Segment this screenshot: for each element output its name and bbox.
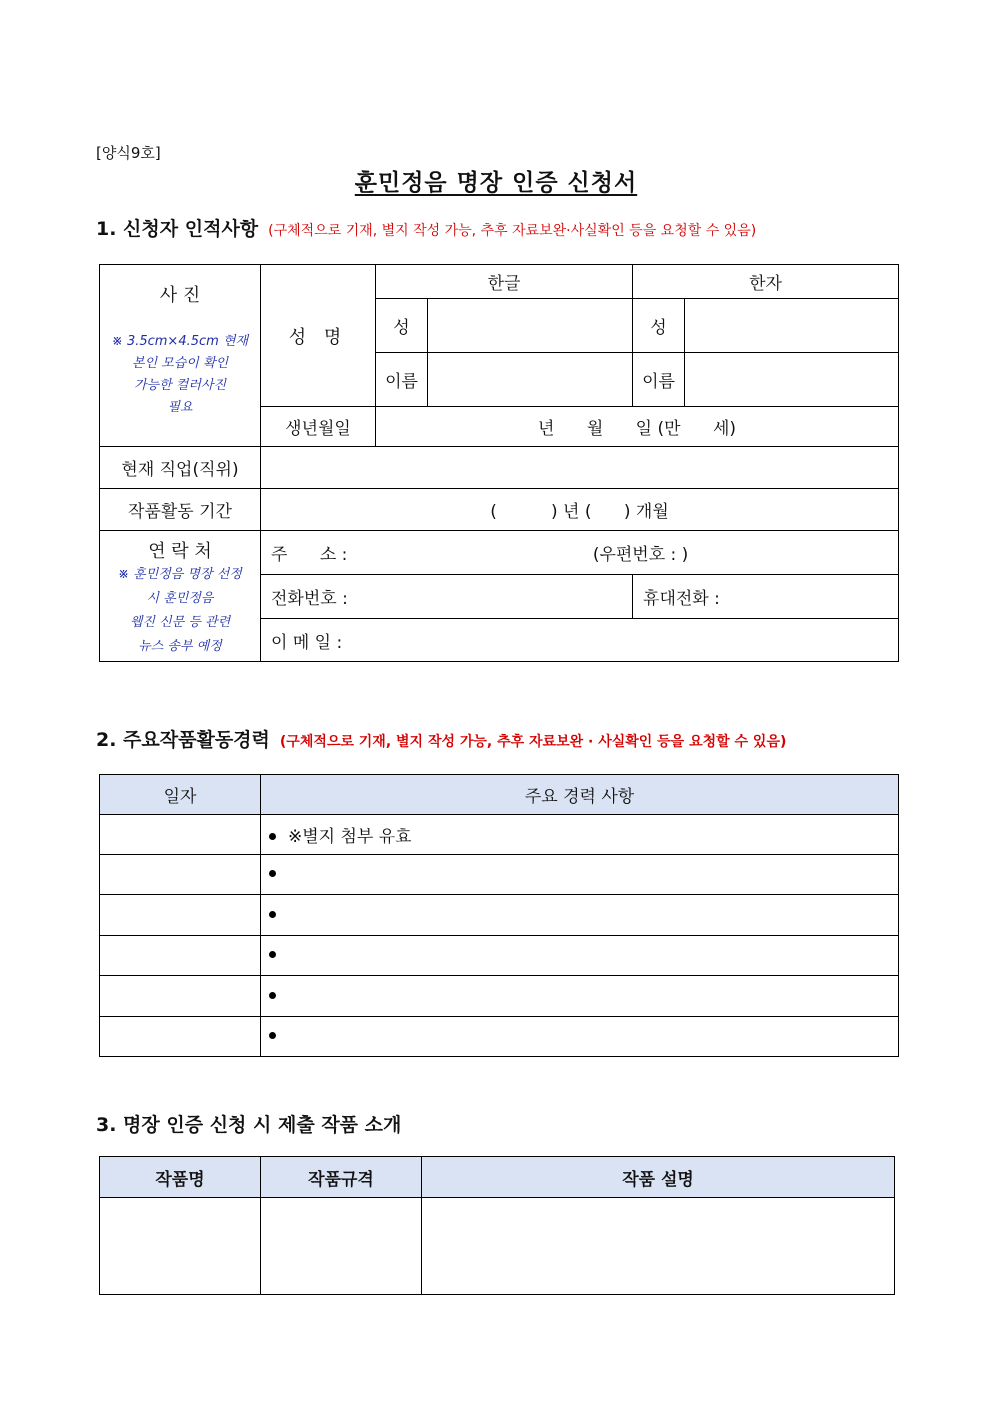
- career-text: ※별지 첨부 유효: [288, 827, 412, 847]
- career-date-cell[interactable]: [100, 976, 261, 1017]
- contact-note-line: 시 훈민정음: [146, 591, 214, 606]
- contact-cell: [100, 531, 261, 662]
- section2-title: 2. 주요작품활동경력: [96, 729, 270, 751]
- table-row: [100, 976, 899, 1017]
- hanja-given-name-label: 이름: [633, 353, 685, 407]
- job-label: 현재 직업(직위): [100, 447, 261, 489]
- table-row: [100, 1198, 895, 1295]
- career-content-cell[interactable]: [261, 855, 899, 895]
- hangul-surname-field[interactable]: [428, 299, 633, 353]
- career-content-cell[interactable]: [261, 936, 899, 976]
- career-date-cell[interactable]: [100, 1017, 261, 1057]
- bullet-icon: [269, 992, 276, 999]
- period-label: 작품활동 기간: [100, 489, 261, 531]
- form-number: [양식9호]: [96, 144, 161, 162]
- career-content-cell[interactable]: [261, 895, 899, 936]
- career-date-cell[interactable]: [100, 895, 261, 936]
- contact-note-line: 뉴스 송부 예정: [138, 639, 222, 654]
- photo-cell[interactable]: [100, 265, 261, 447]
- phone-field[interactable]: [261, 575, 633, 619]
- career-content-cell[interactable]: [261, 1017, 899, 1057]
- section2-heading: [96, 725, 786, 752]
- hanja-header: 한자: [633, 265, 899, 299]
- hanja-surname-field[interactable]: [685, 299, 899, 353]
- table-row: [100, 936, 899, 976]
- works-table: [99, 1156, 895, 1295]
- career-content-cell[interactable]: [261, 815, 899, 855]
- career-date-cell[interactable]: [100, 815, 261, 855]
- career-content-cell[interactable]: [261, 976, 899, 1017]
- hangul-given-name-label: 이름: [376, 353, 428, 407]
- job-field[interactable]: [261, 447, 899, 489]
- section1-heading: [96, 214, 756, 241]
- section1-note: (구체적으로 기재, 별지 작성 가능, 추후 자료보완·사실확인 등을 요청할 수 있음): [268, 223, 757, 239]
- phone-label: 전화번호 :: [271, 589, 348, 609]
- table-row: [100, 1017, 899, 1057]
- mobile-field[interactable]: [633, 575, 899, 619]
- bullet-icon: [269, 911, 276, 918]
- address-label: 주 소 :: [271, 545, 348, 565]
- career-date-cell[interactable]: [100, 936, 261, 976]
- bullet-icon: [269, 951, 276, 958]
- hanja-given-name-field[interactable]: [685, 353, 899, 407]
- table-row: [100, 855, 899, 895]
- section1-title: 1. 신청자 인적사항: [96, 218, 259, 240]
- career-date-cell[interactable]: [100, 855, 261, 895]
- contact-note-line: ※ 훈민정음 명장 선정: [118, 567, 242, 582]
- photo-note-line: 가능한 컬러사진: [133, 378, 227, 393]
- address-field[interactable]: [261, 531, 899, 575]
- table-row: [100, 895, 899, 936]
- work-name-header: 작품명: [100, 1157, 261, 1198]
- bullet-icon: [269, 870, 276, 877]
- contact-note-line: 웹진 신문 등 관련: [129, 615, 231, 630]
- hangul-given-name-field[interactable]: [428, 353, 633, 407]
- hangul-surname-label: 성: [376, 299, 428, 353]
- hangul-header: 한글: [376, 265, 633, 299]
- photo-note-line: 필요: [167, 400, 193, 415]
- email-field[interactable]: [261, 619, 899, 662]
- contact-label: 연 락 처: [148, 541, 212, 562]
- applicant-info-table: [99, 264, 899, 662]
- section2-note: (구체적으로 기재, 별지 작성 가능, 추후 자료보완 · 사실확인 등을 요청할 수 있음): [279, 734, 787, 750]
- work-desc-header: 작품 설명: [422, 1157, 895, 1198]
- work-desc-cell[interactable]: [422, 1198, 895, 1295]
- postal-code-label: (우편번호 : ): [592, 545, 689, 565]
- table-row: [100, 815, 899, 855]
- period-field[interactable]: ( ) 년 ( ) 개월: [261, 489, 899, 531]
- hanja-surname-label: 성: [633, 299, 685, 353]
- mobile-label: 휴대전화 :: [643, 589, 720, 609]
- career-table: [99, 774, 899, 1057]
- email-label: 이 메 일 :: [271, 632, 343, 653]
- document-title: 훈민정음 명장 인증 신청서: [354, 170, 638, 196]
- work-spec-header: 작품규격: [261, 1157, 422, 1198]
- photo-note-line: 본인 모습이 확인: [131, 356, 229, 371]
- work-name-cell[interactable]: [100, 1198, 261, 1295]
- bullet-icon: [269, 1032, 276, 1039]
- work-spec-cell[interactable]: [261, 1198, 422, 1295]
- career-content-header: 주요 경력 사항: [261, 775, 899, 815]
- bullet-icon: [269, 833, 276, 840]
- birth-field[interactable]: 년 월 일 (만 세): [376, 407, 899, 447]
- career-date-header: 일자: [100, 775, 261, 815]
- birth-label: 생년월일: [261, 407, 376, 447]
- photo-label: 사 진: [159, 285, 201, 306]
- section3-heading: 3. 명장 인증 신청 시 제출 작품 소개: [96, 1114, 402, 1136]
- photo-note-line: ※ 3.5cm×4.5cm 현재: [111, 334, 249, 349]
- name-label: 성 명: [261, 265, 376, 407]
